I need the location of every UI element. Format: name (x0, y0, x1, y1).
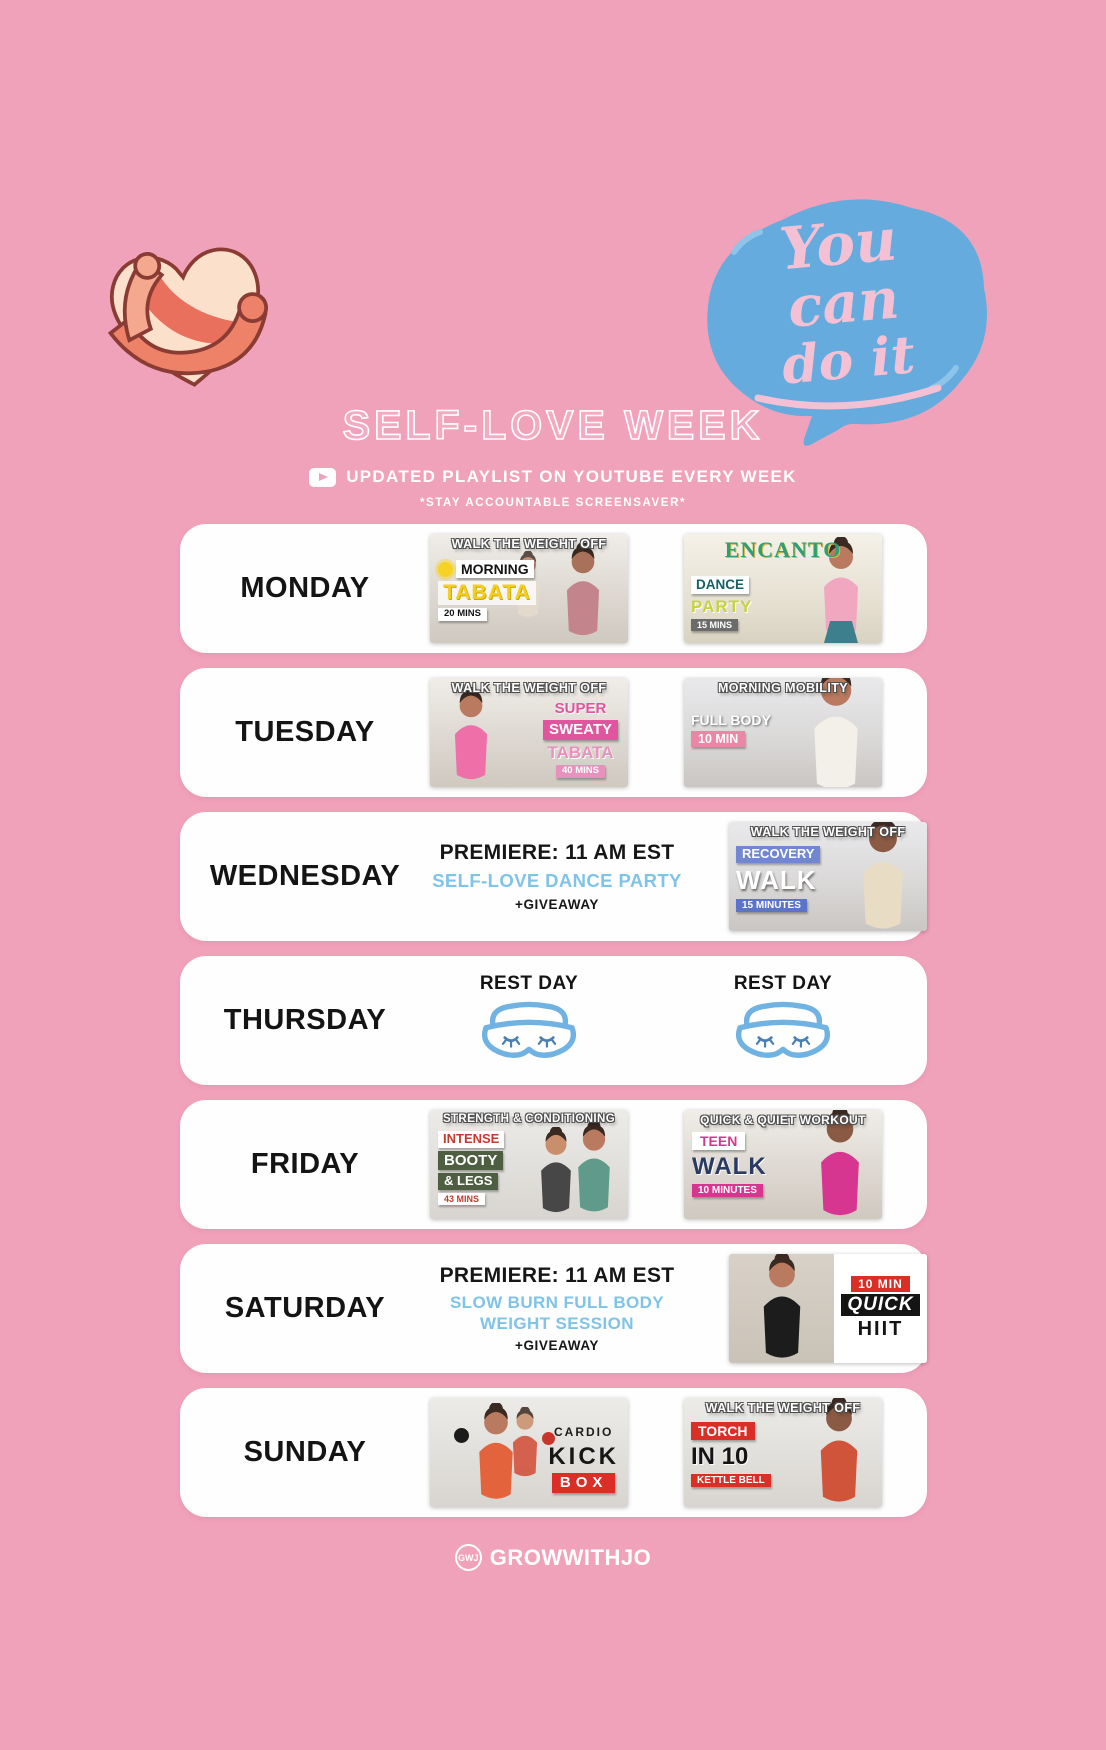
hiit-text-panel (834, 1254, 927, 1363)
brand-name: GROWWITHJO (489, 1544, 652, 1570)
person-figure (747, 1254, 817, 1363)
day-label: SATURDAY (224, 1292, 386, 1324)
video-thumbnail-encanto-dance-party (684, 534, 882, 643)
day-label: TUESDAY (235, 716, 375, 748)
sleep-mask-icon (475, 999, 583, 1069)
youtube-icon (309, 468, 336, 487)
thumbnail-title: IN 10 (691, 1443, 749, 1471)
thumbnail-title: KICK (548, 1442, 619, 1470)
hug-heart-illustration (89, 223, 285, 406)
duration-badge: 15 MINS (691, 619, 738, 631)
video-thumbnail-morning-tabata (430, 534, 628, 643)
screensaver-note: *STAY ACCOUNTABLE SCREENSAVER* (419, 497, 687, 509)
thumbnail-header: ENCANTO (724, 537, 842, 562)
thumbnail-title: BOX (552, 1473, 616, 1492)
rest-day-block (729, 973, 837, 1069)
footer-brand-row (0, 1544, 1106, 1571)
day-row-sunday (180, 1388, 927, 1517)
playlist-note-row (0, 467, 1106, 487)
premiere-heading: PREMIERE: 11 AM EST (439, 1263, 675, 1287)
duration-badge: 10 MIN (691, 731, 745, 747)
thumbnail-title: WALK (692, 1153, 767, 1181)
duration-badge: 10 MIN (851, 1276, 910, 1292)
thumbnail-title: QUICK (841, 1294, 919, 1316)
rest-day-block (475, 973, 583, 1069)
thumbnail-title: BOOTY (438, 1151, 503, 1170)
thumbnail-header: WALK THE WEIGHT OFF (750, 825, 906, 839)
day-label: THURSDAY (223, 1004, 387, 1036)
thumbnail-header: WALK THE WEIGHT OFF (451, 681, 607, 695)
person-figure (502, 1407, 548, 1485)
thumbnail-title: WALK (736, 864, 817, 895)
duration-badge: 43 MINS (438, 1193, 485, 1205)
video-thumbnail-morning-mobility (684, 678, 882, 787)
premiere-giveaway: +GIVEAWAY (514, 897, 600, 912)
thumbnail-title: FULL BODY (691, 712, 771, 728)
growwithjo-logo-icon: GWJ (455, 1544, 482, 1571)
video-thumbnail-recovery-walk (729, 822, 927, 931)
person-figure (564, 1121, 624, 1219)
premiere-workout: WEIGHT SESSION (480, 1313, 634, 1333)
day-row-friday (180, 1100, 927, 1229)
premiere-workout: SLOW BURN FULL BODY (449, 1292, 665, 1312)
day-label: SUNDAY (243, 1436, 367, 1468)
thumbnail-title: TABATA (438, 581, 536, 605)
thumbnail-title: SUPER (554, 700, 607, 717)
playlist-note: UPDATED PLAYLIST ON YOUTUBE EVERY WEEK (346, 467, 797, 486)
thumbnail-header: STRENGTH & CONDITIONING (442, 1113, 616, 1125)
thumbnail-title: KETTLE BELL (691, 1474, 771, 1488)
video-thumbnail-torch-in-10 (684, 1398, 882, 1507)
thumbnail-title: TORCH (691, 1422, 755, 1440)
person-figure (440, 687, 502, 787)
bubble-line: can (785, 265, 902, 341)
boxing-glove-icon (454, 1428, 469, 1443)
video-thumbnail-super-sweaty-tabata (430, 678, 628, 787)
thumbnail-title: TEEN (692, 1132, 745, 1150)
thumbnail-title: INTENSE (438, 1131, 504, 1148)
thumbnail-title: RECOVERY (736, 846, 820, 863)
bubble-line: You (776, 205, 900, 284)
video-thumbnail-booty-legs (430, 1110, 628, 1219)
thumbnail-title: HIIT (857, 1318, 904, 1340)
premiere-workout: SELF-LOVE DANCE PARTY (432, 870, 682, 891)
sun-icon (438, 562, 453, 577)
sleep-mask-icon (729, 999, 837, 1069)
video-thumbnail-teen-walk (684, 1110, 882, 1219)
thumbnail-title: MORNING (456, 560, 534, 578)
thumbnail-header: QUICK & QUIET WORKOUT (700, 1113, 866, 1127)
thumbnail-title: SWEATY (543, 720, 618, 739)
premiere-giveaway: +GIVEAWAY (514, 1338, 600, 1354)
day-row-tuesday (180, 668, 927, 797)
bubble-line: do it (779, 324, 918, 397)
duration-badge: 10 MINUTES (692, 1184, 763, 1198)
thumbnail-header: WALK THE WEIGHT OFF (451, 537, 607, 551)
day-row-wednesday (180, 812, 927, 941)
day-label: FRIDAY (250, 1148, 360, 1180)
thumbnail-header: MORNING MOBILITY (717, 681, 848, 695)
duration-badge: 40 MINS (556, 765, 605, 778)
weekly-schedule (180, 524, 927, 1517)
day-label: MONDAY (240, 572, 370, 604)
premiere-block (430, 1264, 684, 1353)
thumbnail-title: TABATA (547, 742, 614, 762)
duration-badge: 15 MINUTES (736, 899, 807, 913)
thumbnail-title: PARTY (691, 596, 753, 616)
video-thumbnail-cardio-kickbox (430, 1398, 628, 1507)
rest-day-label: REST DAY (479, 972, 579, 994)
rest-day-label: REST DAY (733, 972, 833, 994)
thumbnail-title: CARDIO (553, 1425, 614, 1439)
person-figure (552, 543, 614, 643)
thumbnail-title: & LEGS (438, 1173, 498, 1190)
thumbnail-header: WALK THE WEIGHT OFF (705, 1401, 861, 1415)
day-label: WEDNESDAY (209, 860, 401, 892)
thumbnail-title: DANCE (691, 576, 749, 594)
day-row-monday (180, 524, 927, 653)
page-title: SELF-LOVE WEEK (342, 402, 764, 448)
premiere-heading: PREMIERE: 11 AM EST (439, 841, 675, 864)
premiere-block (430, 841, 684, 912)
video-thumbnail-quick-hiit (729, 1254, 927, 1363)
duration-badge: 20 MINS (438, 608, 487, 621)
day-row-saturday (180, 1244, 927, 1373)
day-row-thursday (180, 956, 927, 1085)
